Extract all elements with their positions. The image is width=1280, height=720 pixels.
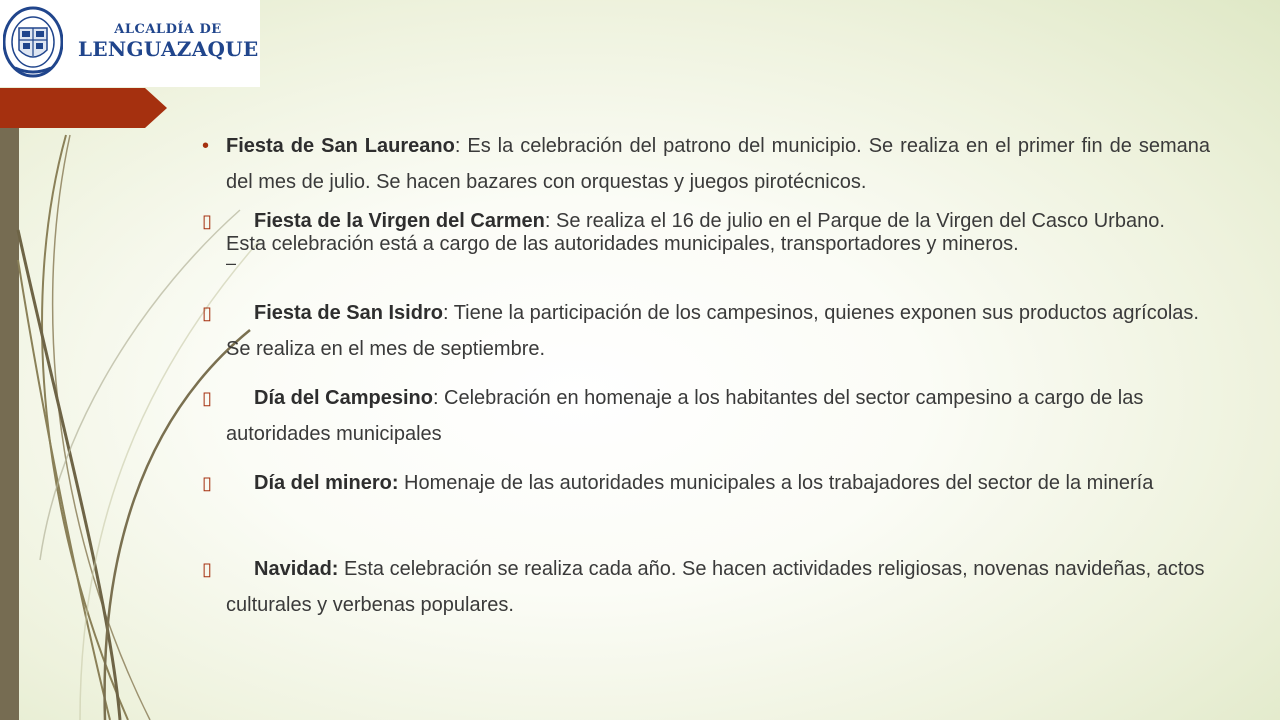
missing-glyph-bullet-icon: ▯ (202, 303, 212, 323)
item-text: : Celebración en homenaje a los habitantes del sector campesino a cargo de las autoridades municipales (226, 387, 1144, 445)
logo-line-2: LENGUAZAQUE (78, 37, 259, 61)
item-text: : Se realiza el 16 de julio en el Parque de la Virgen del Casco Urbano. Esta celebración está a cargo de las autoridades municipales, transportadores y mineros. (226, 210, 1165, 255)
missing-glyph-bullet-icon: ▯ (202, 388, 212, 408)
left-decorative-band (0, 128, 19, 720)
list-item-san-laureano (200, 128, 1210, 200)
item-text: : Tiene la participación de los campesinos, quienes exponen sus productos agrícolas. Se realiza en el mes de septiembre. (226, 302, 1199, 360)
list-item-navidad (200, 551, 1210, 623)
item-title: Día del Campesino (254, 387, 433, 409)
list-item-virgen-del-carmen (200, 210, 1210, 273)
missing-glyph-bullet-icon: ▯ (202, 473, 212, 493)
item-title: Navidad: (254, 558, 339, 580)
item-title: Día del minero: (254, 472, 399, 494)
list-item-dia-del-minero (200, 465, 1210, 501)
missing-glyph-bullet-icon: ▯ (202, 211, 212, 231)
item-text: Esta celebración se realiza cada año. Se hacen actividades religiosas, novenas navideñas, actos culturales y verbenas populares. (226, 558, 1205, 616)
red-arrow-banner (0, 88, 167, 128)
logo (0, 0, 260, 87)
item-title: Fiesta de San Laureano (226, 135, 455, 157)
missing-glyph-bullet-icon: ▯ (202, 559, 212, 579)
municipal-seal-icon (3, 6, 63, 80)
item-title: Fiesta de la Virgen del Carmen (254, 210, 545, 232)
list-item-dia-del-campesino (200, 380, 1210, 452)
item-title: Fiesta de San Isidro (254, 302, 443, 324)
item-text: : Es la celebración del patrono del municipio. Se realiza en el primer fin de semana del mes de julio. Se hacen bazares con orquestas y juegos pirotécnicos. (226, 135, 1211, 193)
item-text: Homenaje de las autoridades municipales a los trabajadores del sector de la minería (398, 472, 1154, 494)
round-bullet-icon: • (202, 135, 210, 157)
trailing-dash: – (226, 253, 237, 273)
list-item-san-isidro (200, 295, 1210, 367)
logo-line-1: ALCALDÍA DE (114, 22, 222, 37)
